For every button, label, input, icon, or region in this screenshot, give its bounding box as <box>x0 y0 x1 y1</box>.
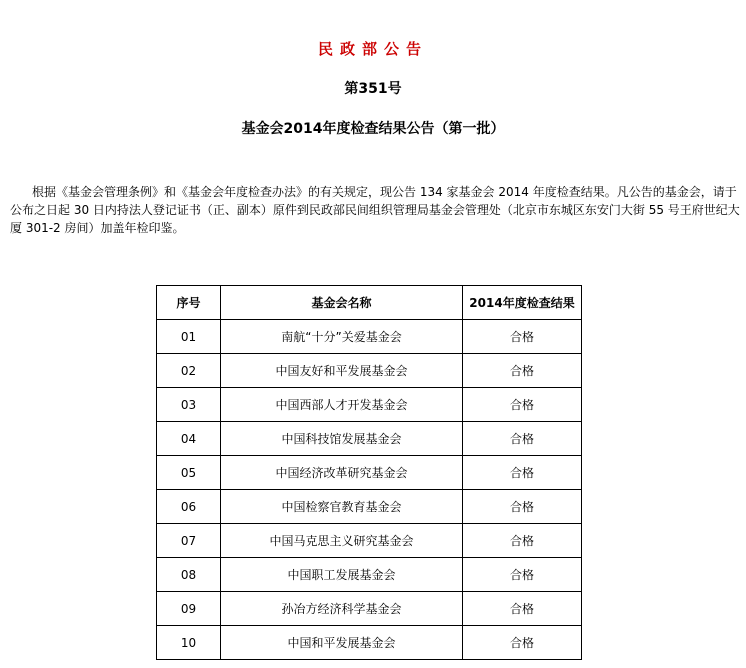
table-row <box>157 490 582 524</box>
results-table <box>156 285 582 660</box>
table-row <box>157 524 582 558</box>
row-index: 04 <box>157 422 221 456</box>
table-row <box>157 592 582 626</box>
row-index: 10 <box>157 626 221 660</box>
row-result: 合格 <box>463 456 582 490</box>
row-result: 合格 <box>463 388 582 422</box>
row-result: 合格 <box>463 354 582 388</box>
announcement-title: 基金会2014年度检查结果公告（第一批） <box>241 121 505 137</box>
header-result: 2014年度检查结果 <box>463 286 582 320</box>
row-result: 合格 <box>463 490 582 524</box>
row-name: 南航“十分”关爱基金会 <box>221 320 463 354</box>
header-name: 基金会名称 <box>221 286 463 320</box>
row-name: 中国科技馆发展基金会 <box>221 422 463 456</box>
row-name: 中国职工发展基金会 <box>221 558 463 592</box>
table-row <box>157 422 582 456</box>
row-result: 合格 <box>463 592 582 626</box>
row-result: 合格 <box>463 524 582 558</box>
row-index: 03 <box>157 388 221 422</box>
row-name: 中国经济改革研究基金会 <box>221 456 463 490</box>
table-header-row <box>157 286 582 320</box>
row-index: 02 <box>157 354 221 388</box>
row-index: 09 <box>157 592 221 626</box>
header-index: 序号 <box>157 286 221 320</box>
table-row <box>157 388 582 422</box>
row-index: 05 <box>157 456 221 490</box>
row-name: 孙冶方经济科学基金会 <box>221 592 463 626</box>
row-result: 合格 <box>463 422 582 456</box>
row-index: 07 <box>157 524 221 558</box>
row-index: 06 <box>157 490 221 524</box>
table-row <box>157 456 582 490</box>
table-row <box>157 558 582 592</box>
row-name: 中国友好和平发展基金会 <box>221 354 463 388</box>
row-name: 中国西部人才开发基金会 <box>221 388 463 422</box>
row-name: 中国和平发展基金会 <box>221 626 463 660</box>
row-result: 合格 <box>463 626 582 660</box>
row-result: 合格 <box>463 320 582 354</box>
row-name: 中国马克思主义研究基金会 <box>221 524 463 558</box>
row-name: 中国检察官教育基金会 <box>221 490 463 524</box>
announcement-org-title: 民政部公告 <box>317 40 428 58</box>
row-index: 08 <box>157 558 221 592</box>
row-index: 01 <box>157 320 221 354</box>
table-row <box>157 354 582 388</box>
announcement-number: 第351号 <box>344 81 402 97</box>
announcement-body: 根据《基金会管理条例》和《基金会年度检查办法》的有关规定，现公告 134 家基金会 2014 年度检查结果。凡公告的基金会，请于公布之日起 30 日内持法人登记证书（正、副本）原件到民政部民间组织管理局基金会管理处（北京市东城区东安门大街 55 号王府世纪大厦 301-2 房间）加盖年检印鉴。 <box>10 185 740 235</box>
table-row <box>157 626 582 660</box>
table-row <box>157 320 582 354</box>
row-result: 合格 <box>463 558 582 592</box>
